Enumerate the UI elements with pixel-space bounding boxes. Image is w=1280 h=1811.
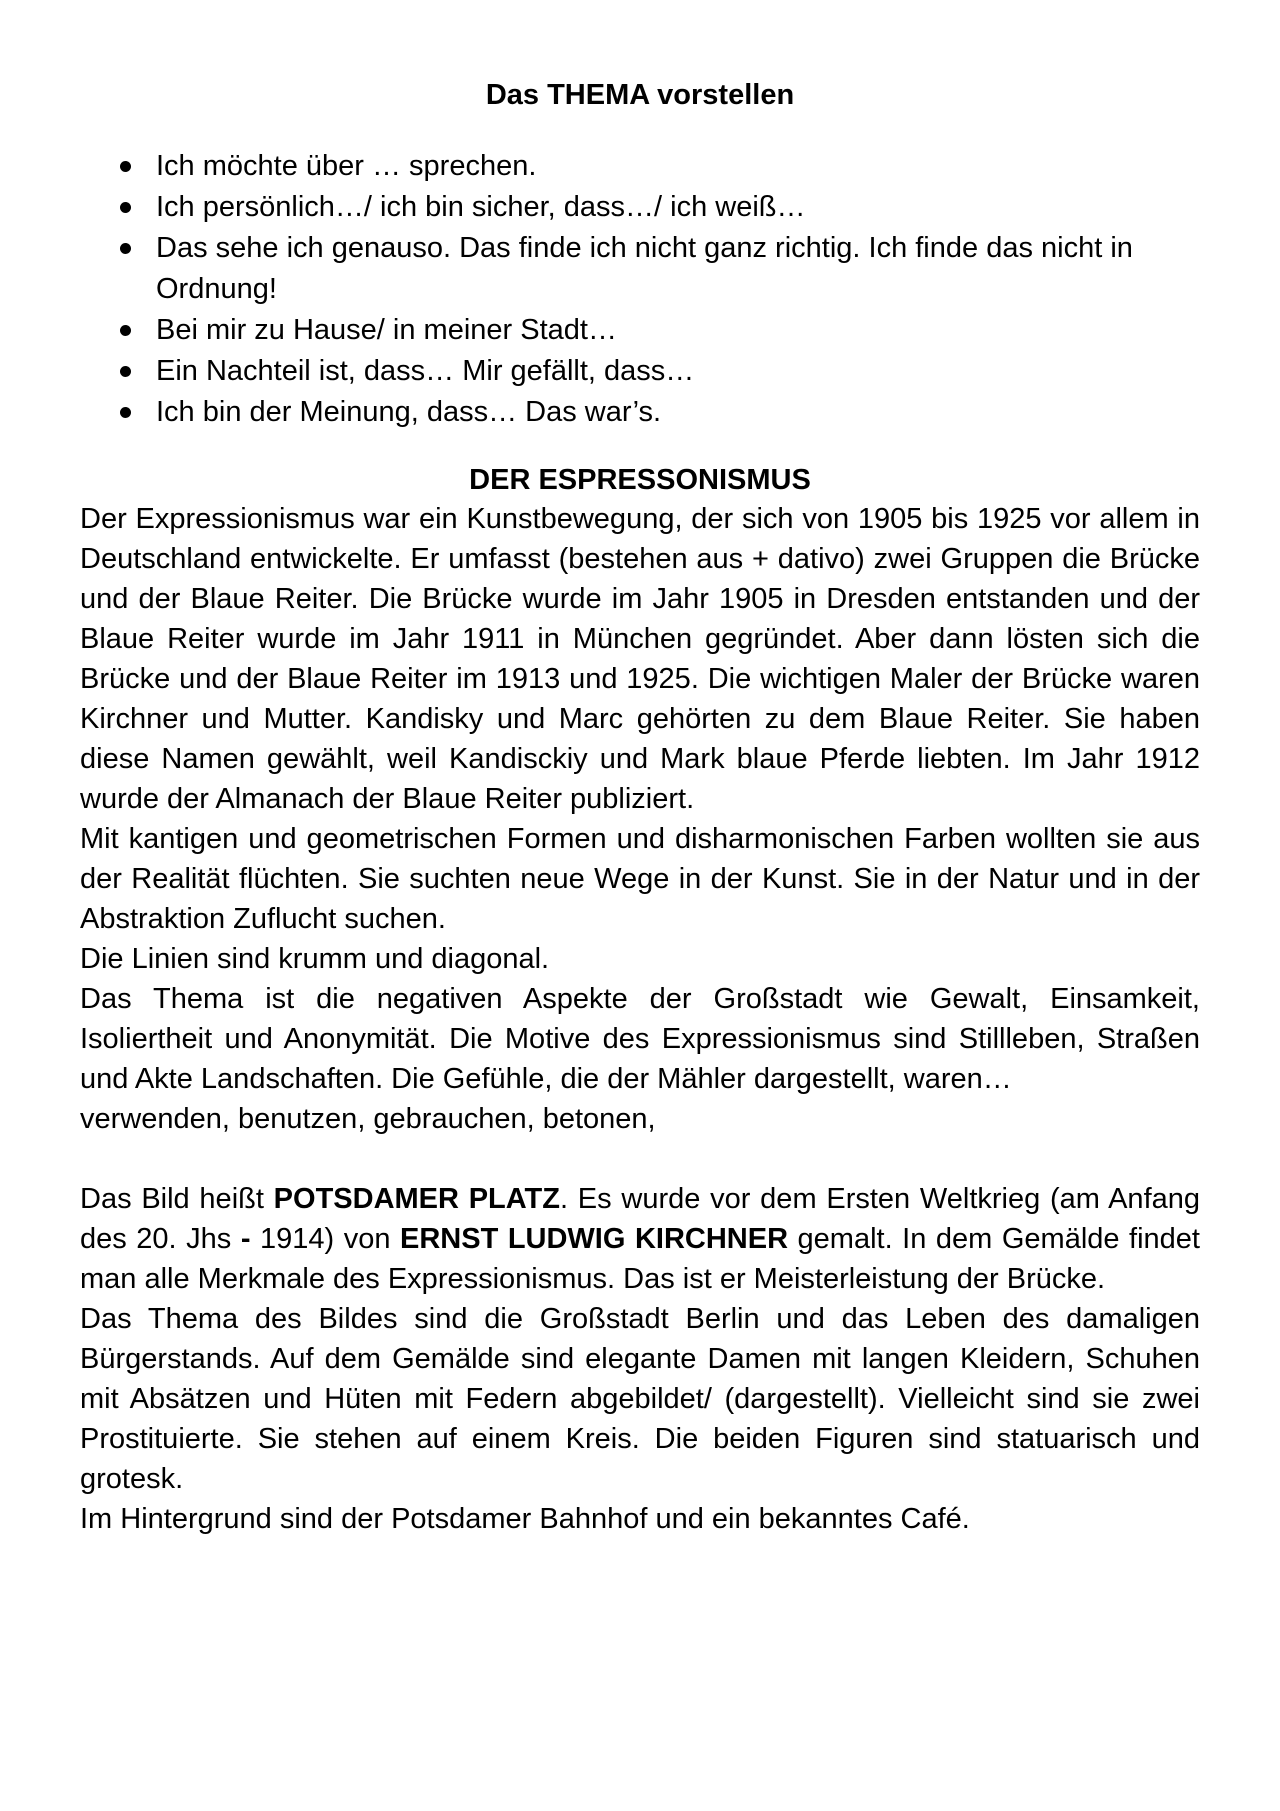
list-item: Ein Nachteil ist, dass… Mir gefällt, dass… bbox=[156, 351, 1200, 392]
paragraph-spacer bbox=[80, 1139, 1200, 1179]
paragraph-verbs: verwenden, benutzen, gebrauchen, betonen, bbox=[80, 1103, 656, 1135]
paragraph-lines: Die Linien sind krumm und diagonal. bbox=[80, 943, 550, 975]
text-span: gemalt. In dem Gemälde findet man alle Merkmale des Expressionismus. Das ist er Meisterleistung der Brücke. bbox=[80, 1223, 1200, 1295]
paragraph-intro: Der Expressionismus war ein Kunstbewegung, der sich von 1905 bis 1925 vor allem in Deutschland entwickelte. Er umfasst (bestehen aus + dativo) zwei Gruppen die Brücke und der Blaue Reiter. Die Brücke wurde im Jahr 1905 in Dresden entstanden und der Blaue Reiter wurde im Jahr 1911 in München gegründet. Aber dann lösten sich die Brücke und der Blaue Reiter im 1913 und 1925. Die wichtigen Maler der Brücke waren Kirchner und Mutter. Kandisky und Marc gehörten zu dem Blaue Reiter. Sie haben diese Namen gewählt, weil Kandisckiy und Mark blaue Pferde liebten. Im Jahr 1912 wurde der Almanach der Blaue Reiter publiziert. bbox=[80, 503, 1200, 815]
text-span: 1914) von bbox=[250, 1223, 401, 1255]
heading-expressionismus: DER ESPRESSONISMUS bbox=[469, 464, 811, 496]
dash: - bbox=[240, 1223, 251, 1255]
paragraph-background: Im Hintergrund sind der Potsdamer Bahnhof und ein bekanntes Café. bbox=[80, 1503, 970, 1535]
text-span: Das Bild heißt bbox=[80, 1183, 274, 1215]
paragraph-forms: Mit kantigen und geometrischen Formen und disharmonischen Farben wollten sie aus der Realität flüchten. Sie suchten neue Wege in der Kunst. Sie in der Natur und in der Abstraktion Zuflucht suchen. bbox=[80, 823, 1200, 935]
phrase-list bbox=[80, 146, 1200, 433]
list-item: Ich bin der Meinung, dass… Das war’s. bbox=[156, 392, 1200, 433]
list-item: Ich persönlich…/ ich bin sicher, dass…/ ich weiß… bbox=[156, 187, 1200, 228]
paragraph-painting bbox=[80, 1179, 1200, 1299]
list-item: Bei mir zu Hause/ in meiner Stadt… bbox=[156, 310, 1200, 351]
heading-thema: Das THEMA vorstellen bbox=[485, 79, 795, 111]
list-item: Ich möchte über … sprechen. bbox=[156, 146, 1200, 187]
paragraph-description: Das Thema des Bildes sind die Großstadt Berlin und das Leben des damaligen Bürgerstands. Auf dem Gemälde sind elegante Damen mit langen Kleidern, Schuhen mit Absätzen und Hüten mit Federn abgebildet/ (dargestellt). Vielleicht sind sie zwei Prostituierte. Sie stehen auf einem Kreis. Die beiden Figuren sind statuarisch und grotesk. bbox=[80, 1303, 1200, 1495]
painting-title: POTSDAMER PLATZ bbox=[273, 1183, 560, 1215]
paragraph-theme: Das Thema ist die negativen Aspekte der Großstadt wie Gewalt, Einsamkeit, Isoliertheit und Anonymität. Die Motive des Expressionismus sind Stillleben, Straßen und Akte Landschaften. Die Gefühle, die der Mähler dargestellt, waren… bbox=[80, 983, 1200, 1095]
artist-name: ERNST LUDWIG KIRCHNER bbox=[400, 1223, 789, 1255]
list-item: Das sehe ich genauso. Das finde ich nicht ganz richtig. Ich finde das nicht in Ordnung! bbox=[156, 228, 1200, 310]
text-span: . Es wurde vor dem Ersten Weltkrieg (am Anfang des 20. Jhs bbox=[80, 1183, 1201, 1255]
